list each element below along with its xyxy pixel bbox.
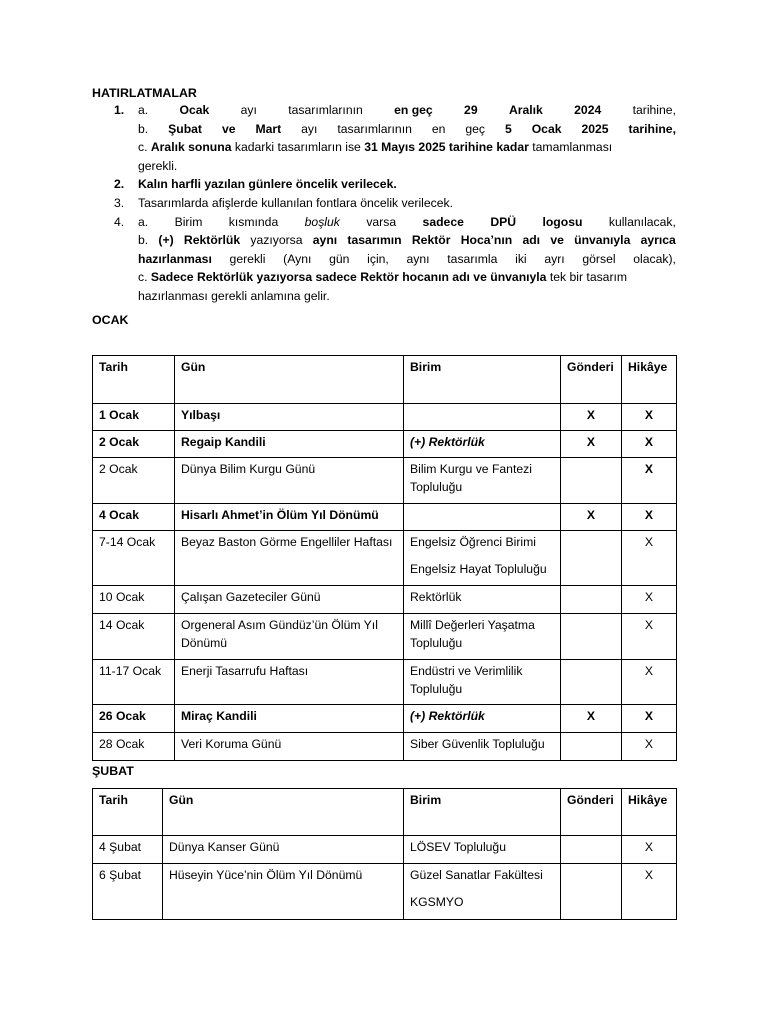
word: olacak), (633, 251, 676, 266)
word: DPÜ (490, 214, 517, 229)
word: en (431, 121, 446, 136)
cell-date: 10 Ocak (93, 586, 175, 614)
note-line (138, 250, 676, 269)
cell-story: X (622, 660, 677, 705)
text: 31 Mayıs 2025 tarihine kadar (364, 140, 529, 155)
list-number: 2. (114, 177, 125, 192)
cell-story: X (622, 504, 677, 531)
word: ve (221, 121, 236, 136)
word: kullanılacak, (608, 214, 676, 229)
word: logosu (542, 214, 583, 229)
cell-date: 1 Ocak (93, 404, 175, 431)
word: 2025 (581, 121, 609, 136)
text: Kalın harfli yazılan günlere öncelik verilecek. (138, 177, 397, 192)
cell-story: X (622, 404, 677, 431)
cell-send: X (561, 431, 622, 458)
header-story: Hikâye (622, 789, 677, 836)
cell-send (561, 836, 622, 864)
cell-unit: Millî Değerleri Yaşatma Topluluğu (404, 614, 561, 660)
word: yazıyorsa (250, 233, 303, 248)
ocak-table (92, 355, 677, 761)
cell-day: Çalışan Gazeteciler Günü (175, 586, 404, 614)
word: en geç (394, 103, 433, 117)
text: Aralık sonuna (150, 140, 232, 155)
table-row (93, 431, 677, 458)
table-row (93, 864, 677, 920)
reminders-list (92, 101, 676, 306)
text: c. (138, 140, 151, 155)
word: ayrı (544, 251, 565, 266)
cell-date: 28 Ocak (93, 733, 175, 761)
word: görsel (582, 251, 616, 266)
table-row (93, 660, 677, 705)
cell-send (561, 531, 622, 586)
cell-send (561, 660, 622, 705)
word: 29 (464, 103, 478, 117)
table-row (93, 705, 677, 733)
note-line (138, 287, 676, 306)
cell-date: 14 Ocak (93, 614, 175, 660)
note-line (138, 157, 676, 176)
cell-story: X (622, 614, 677, 660)
text: gerekli. (138, 158, 178, 173)
note-line (138, 268, 676, 287)
word: gerekli (229, 251, 266, 266)
cell-day: Beyaz Baston Görme Engelliler Haftası (175, 531, 404, 586)
cell-date: 6 Şubat (93, 864, 163, 920)
word: tasarımlarının (288, 103, 363, 117)
header-day: Gün (163, 789, 404, 836)
note-line (138, 120, 676, 139)
table-row (93, 458, 677, 504)
cell-day: Orgeneral Asım Gündüz’ün Ölüm Yıl Dönümü (175, 614, 404, 660)
cell-day: Dünya Bilim Kurgu Günü (175, 458, 404, 504)
word: hazırlanması (138, 251, 212, 266)
word: tarihine, (628, 121, 676, 136)
cell-day: Enerji Tasarrufu Haftası (175, 660, 404, 705)
list-number: 3. (114, 195, 125, 210)
cell-date: 11-17 Ocak (93, 660, 175, 705)
cell-send (561, 733, 622, 761)
cell-day: Regaip Kandili (175, 431, 404, 458)
cell-send (561, 614, 622, 660)
text: hazırlanması gerekli anlamına gelir. (138, 288, 330, 303)
unit-line: KGSMYO (410, 894, 464, 909)
reminder-item-2 (92, 175, 676, 194)
cell-unit (404, 864, 561, 920)
word: aynı (406, 251, 430, 266)
cell-story: X (622, 836, 677, 864)
word: varsa (366, 214, 397, 229)
word: sadece (422, 214, 464, 229)
word: tasarımın (347, 233, 402, 248)
cell-unit (404, 504, 561, 531)
cell-day: Yılbaşı (175, 404, 404, 431)
word: tasarımlarının (337, 121, 412, 136)
cell-date: 26 Ocak (93, 705, 175, 733)
header-send: Gönderi (561, 789, 622, 836)
word: ayı (301, 121, 318, 136)
word: gün (329, 251, 350, 266)
word: Rektör (411, 233, 451, 248)
subat-table (92, 788, 677, 920)
word: tarihine, (632, 103, 676, 117)
word: geç (465, 121, 485, 136)
cell-story: X (622, 733, 677, 761)
cell-send: X (561, 504, 622, 531)
cell-unit: (+) Rektörlük (404, 431, 561, 458)
cell-date: 2 Ocak (93, 431, 175, 458)
word: tasarımla (447, 251, 498, 266)
word: adı (522, 233, 541, 248)
unit-line: Güzel Sanatlar Fakültesi (410, 868, 543, 882)
cell-unit: Endüstri ve Verimlilik Topluluğu (404, 660, 561, 705)
text: tek bir tasarım (546, 270, 628, 285)
cell-story: X (622, 586, 677, 614)
reminder-item-3 (92, 194, 676, 213)
table-row (93, 836, 677, 864)
cell-story: X (622, 531, 677, 586)
word: ve (550, 233, 564, 248)
word: Ocak (531, 121, 562, 136)
cell-date: 7-14 Ocak (93, 531, 175, 586)
table-row (93, 404, 677, 431)
cell-unit: Siber Güvenlik Topluluğu (404, 733, 561, 761)
word: a. (138, 214, 149, 229)
cell-day: Veri Koruma Günü (175, 733, 404, 761)
text: c. (138, 270, 151, 285)
cell-send: X (561, 705, 622, 733)
word: ayrıca (640, 233, 676, 248)
table-row (93, 531, 677, 586)
reminder-item-4 (92, 213, 676, 306)
cell-unit: Bilim Kurgu ve Fantezi Topluluğu (404, 458, 561, 504)
word: kısmında (228, 214, 279, 229)
table-row (93, 733, 677, 761)
word: 5 (504, 121, 512, 136)
word: (+) (158, 233, 174, 248)
list-number: 4. (114, 214, 125, 229)
reminders-heading: HATIRLATMALAR (92, 86, 197, 100)
header-story: Hikâye (622, 356, 677, 404)
word: için, (367, 251, 389, 266)
cell-day: Hisarlı Ahmet’in Ölüm Yıl Dönümü (175, 504, 404, 531)
cell-date: 4 Şubat (93, 836, 163, 864)
word: ünvanıyla (574, 233, 631, 248)
word: Şubat (168, 121, 202, 136)
cell-send: X (561, 404, 622, 431)
cell-story: X (622, 458, 677, 504)
text: Tasarımlarda afişlerde kullanılan fontlara öncelik verilecek. (138, 195, 453, 210)
ocak-heading: OCAK (92, 313, 129, 327)
word: a. (138, 103, 149, 117)
cell-unit: LÖSEV Topluluğu (404, 836, 561, 864)
header-send: Gönderi (561, 356, 622, 404)
cell-unit: Rektörlük (404, 586, 561, 614)
word: 2024 (574, 103, 602, 117)
unit-line: Engelsiz Hayat Topluluğu (410, 561, 547, 576)
header-date: Tarih (93, 356, 175, 404)
word: boşluk (304, 214, 340, 229)
header-unit: Birim (404, 356, 561, 404)
note-line (138, 138, 676, 157)
cell-unit (404, 531, 561, 586)
cell-day: Dünya Kanser Günü (163, 836, 404, 864)
word: b. (138, 121, 149, 136)
text: kadarki tasarımların ise (231, 140, 365, 155)
header-unit: Birim (404, 789, 561, 836)
note-line (138, 231, 676, 250)
word: Mart (255, 121, 282, 136)
unit-line: Engelsiz Öğrenci Birimi (410, 535, 536, 549)
reminder-item-1 (92, 101, 676, 175)
cell-day: Hüseyin Yüce’nin Ölüm Yıl Dönümü (163, 864, 404, 920)
table-row (93, 614, 677, 660)
word: Aralık (508, 103, 543, 117)
cell-unit (404, 404, 561, 431)
cell-unit: (+) Rektörlük (404, 705, 561, 733)
cell-story: X (622, 864, 677, 920)
table-row (93, 586, 677, 614)
word: b. (138, 233, 149, 248)
note-line (138, 101, 676, 120)
table-header-row (93, 356, 677, 404)
word: iki (515, 251, 527, 266)
header-day: Gün (175, 356, 404, 404)
cell-send (561, 864, 622, 920)
cell-story: X (622, 705, 677, 733)
cell-date: 4 Ocak (93, 504, 175, 531)
word: ayı (240, 103, 257, 117)
table-header-row (93, 789, 677, 836)
cell-story: X (622, 431, 677, 458)
cell-day: Miraç Kandili (175, 705, 404, 733)
text: tamamlanması (528, 140, 613, 155)
text: Sadece Rektörlük yazıyorsa sadece Rektör hocanın adı ve ünvanıyla (150, 270, 547, 285)
header-date: Tarih (93, 789, 163, 836)
word: Hoca’nın (460, 233, 513, 248)
word: Birim (174, 214, 203, 229)
cell-send (561, 586, 622, 614)
cell-send (561, 458, 622, 504)
subat-heading: ŞUBAT (92, 764, 134, 778)
word: (Aynı (283, 251, 312, 266)
table-row (93, 504, 677, 531)
list-number: 1. (114, 103, 125, 117)
word: Rektörlük (183, 233, 241, 248)
word: aynı (312, 233, 338, 248)
note-line (138, 213, 676, 232)
word: Ocak (179, 103, 210, 117)
cell-date: 2 Ocak (93, 458, 175, 504)
